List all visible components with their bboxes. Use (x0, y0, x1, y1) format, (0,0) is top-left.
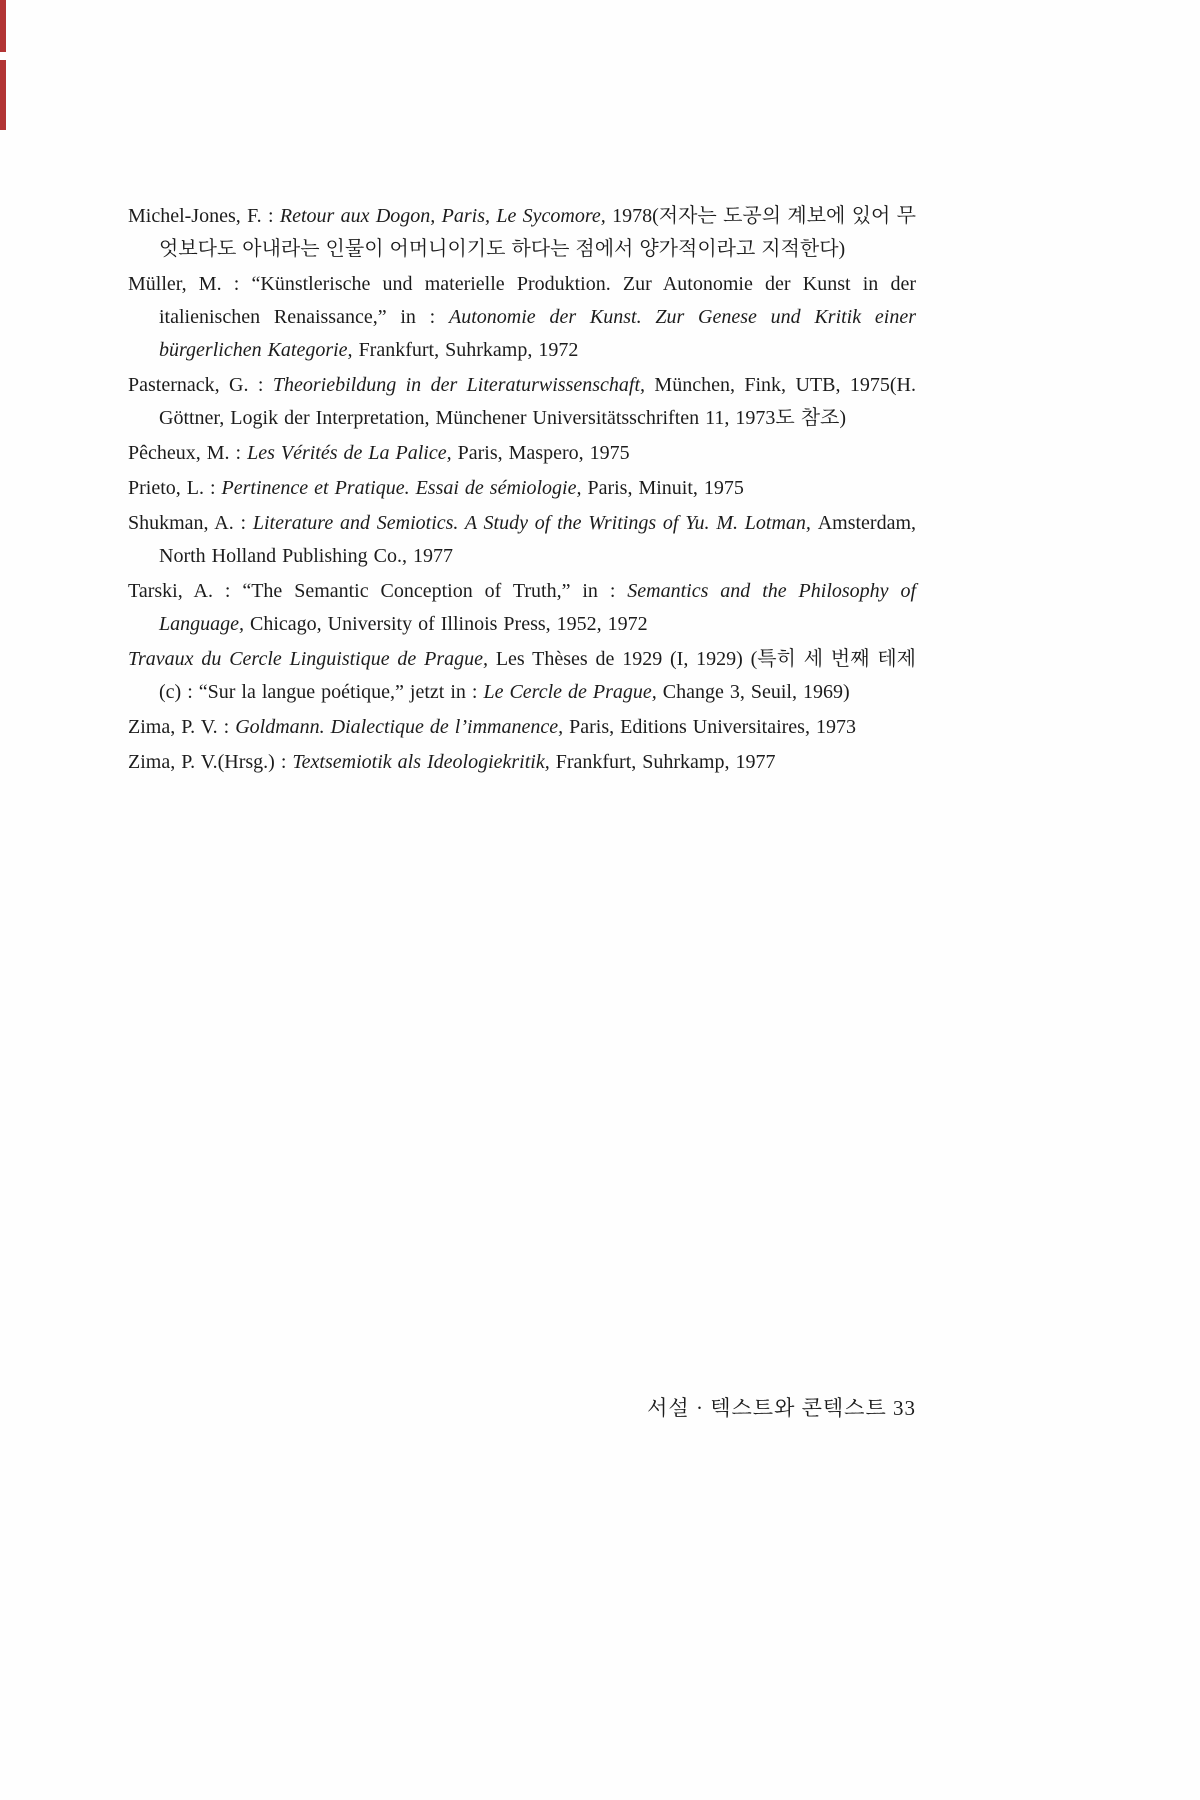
scan-edge-artifact (0, 0, 6, 52)
work-title: Theoriebildung in der Literaturwissenschaft, (272, 374, 655, 396)
entry-text: Paris, Minuit, 1975 (587, 477, 744, 499)
bibliography-entry (128, 437, 916, 470)
entry-text: Amsterdam, North Holland Publishing Co., 1977 (159, 512, 916, 567)
bibliography-entry (128, 643, 916, 709)
entry-text: Shukman, A. : (128, 512, 253, 534)
entry-text: 1978(저자는 도공의 계보에 있어 무엇보다도 아내라는 인물이 어머니이기도 하다는 점에서 양가적이라고 지적한다) (159, 205, 916, 260)
entry-text: Paris, Editions Universitaires, 1973 (569, 716, 856, 738)
work-title: Pertinence et Pratique. Essai de sémiologie, (221, 477, 588, 499)
entry-text: Pasternack, G. : (128, 374, 273, 396)
entry-text: Paris, Maspero, 1975 (457, 442, 630, 464)
entry-text: Frankfurt, Suhrkamp, 1977 (555, 751, 776, 773)
work-title: Literature and Semiotics. A Study of the Writings of Yu. M. Lotman, (252, 512, 818, 534)
page-footer: 서설 · 텍스트와 콘텍스트 33 (647, 1396, 916, 1420)
bibliography-entry (128, 268, 916, 367)
work-title: Autonomie der Kunst. Zur Genese und Kritik einer bürgerlichen Kategorie, (159, 306, 916, 361)
scan-edge-artifact (0, 60, 6, 130)
entry-text: Chicago, University of Illinois Press, 1952, 1972 (250, 613, 648, 635)
entry-text: Zima, P. V.(Hrsg.) : (128, 751, 293, 773)
bibliography-entry (128, 472, 916, 505)
work-title: Les Vérités de La Palice, (247, 442, 458, 464)
work-title: Travaux du Cercle Linguistique de Prague, (128, 648, 496, 670)
work-title: Goldmann. Dialectique de l’immanence, (235, 716, 570, 738)
entry-text: München, Fink, UTB, 1975(H. Göttner, Logik der Interpretation, Münchener Universitätsschriften 11, 1973도 참조) (159, 374, 916, 429)
work-title: Le Cercle de Prague, (483, 681, 663, 703)
entry-text: Müller, M. : “Künstlerische und materielle Produktion. Zur Autonomie der Kunst in der italienischen Renaissance,” in : (128, 273, 916, 328)
entry-text: Prieto, L. : (128, 477, 222, 499)
entry-text: Change 3, Seuil, 1969) (662, 681, 850, 703)
bibliography-entry (128, 369, 916, 435)
bibliography-entry (128, 507, 916, 573)
entry-text: Pêcheux, M. : (128, 442, 248, 464)
entry-text: Zima, P. V. : (128, 716, 236, 738)
bibliography-list (128, 200, 916, 781)
work-title: Retour aux Dogon, Paris, Le Sycomore, (279, 205, 613, 227)
work-title: Textsemiotik als Ideologiekritik, (292, 751, 556, 773)
entry-text: Michel-Jones, F. : (128, 205, 280, 227)
entry-text: Tarski, A. : “The Semantic Conception of Truth,” in : (128, 580, 628, 602)
bibliography-entry (128, 711, 916, 744)
bibliography-entry (128, 200, 916, 266)
entry-text: Frankfurt, Suhrkamp, 1972 (358, 339, 579, 361)
bibliography-entry (128, 575, 916, 641)
bibliography-entry (128, 746, 916, 779)
work-title: Semantics and the Philosophy of Language, (159, 580, 917, 635)
entry-text: Les Thèses de 1929 (I, 1929) (특히 세 번째 테제 (c) : “Sur la langue poétique,” jetzt in : (159, 648, 917, 703)
